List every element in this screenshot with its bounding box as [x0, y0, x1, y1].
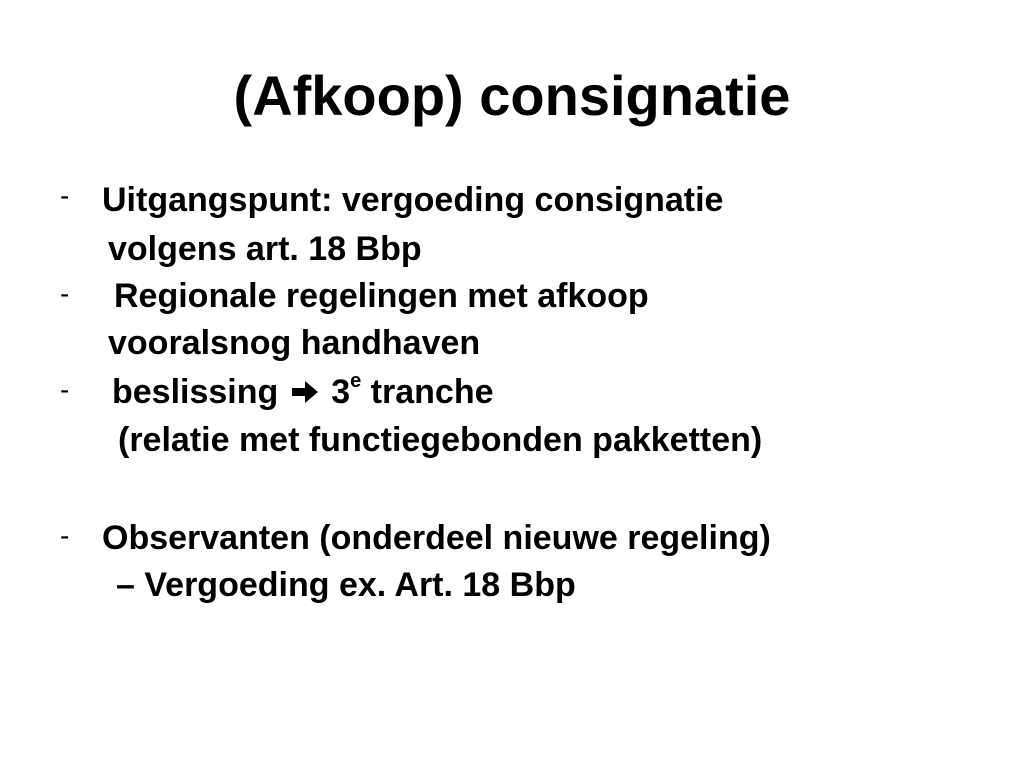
bullet-dash: -: [60, 180, 70, 211]
bullet-3-word-beslissing: beslissing: [112, 373, 279, 411]
bullet-2-line-1: Regionale regelingen met afkoop: [114, 277, 649, 315]
bullet-2-line-2: vooralsnog handhaven: [108, 324, 481, 362]
bullet-3-line-2: (relatie met functiegebonden pakketten): [118, 421, 763, 459]
bullet-3-line-1: [112, 369, 494, 412]
bullet-3-superscript: e: [350, 369, 362, 392]
bullet-dash: -: [60, 374, 70, 405]
bullet-3-number: 3: [331, 373, 351, 411]
bullet-3-word-tranche: tranche: [370, 373, 494, 411]
bullet-dash: -: [60, 520, 70, 551]
slide-title: (Afkoop) consignatie: [233, 64, 791, 127]
bullet-4-line-2: – Vergoeding ex. Art. 18 Bbp: [116, 566, 576, 604]
right-arrow-icon: [290, 379, 320, 405]
bullet-1-line-2: volgens art. 18 Bbp: [108, 230, 422, 268]
bullet-dash: -: [60, 278, 70, 309]
bullet-4-line-1: Observanten (onderdeel nieuwe regeling): [102, 519, 771, 557]
bullet-1-line-1: Uitgangspunt: vergoeding consignatie: [102, 181, 724, 219]
